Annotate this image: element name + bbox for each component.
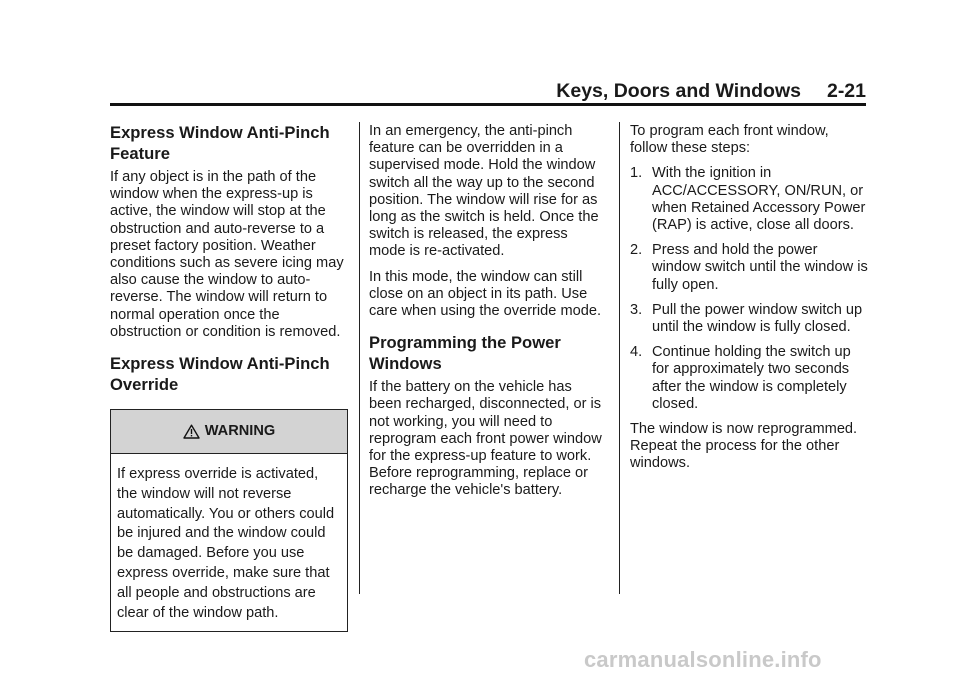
paragraph-program-outro: The window is now reprogrammed. Repeat the process for the other windows. [630, 421, 858, 472]
list-item: 2. Press and hold the power window switch until the window is fully open. [630, 242, 868, 293]
watermark-text: carmanualsonline.info [584, 647, 822, 672]
heading-programming-power-windows: Programming the Power Windows [369, 333, 561, 374]
paragraph-program-intro: To program each front window, follow these steps: [630, 123, 829, 157]
warning-body: If express override is activated, the window will not reverse automatically. You or others could be injured and the window could be damaged. Before you use express override, make sure that all people and obstructions are clear of the window path. [117, 466, 335, 621]
page-number: 2-21 [826, 80, 866, 102]
warning-box [110, 409, 348, 632]
paragraph-anti-pinch: If any object is in the path of the window when the express-up is active, the window will stop at the obstruction and auto-reverse to a preset factory position. Weather conditions such as severe icing may also cause the window to auto-reverse. The window will return to normal operation once the obstruction or condition is removed. [110, 169, 344, 340]
paragraph-override-mode-caution: In this mode, the window can still close on an object in its path. Use care when using the override mode. [369, 268, 602, 320]
page-header [110, 80, 866, 102]
column-divider-2 [619, 122, 620, 594]
warning-triangle-icon [183, 424, 200, 439]
warning-title: WARNING [204, 422, 276, 439]
paragraph-battery-reprogram: If the battery on the vehicle has been recharged, disconnected, or is not working, you will need to reprogram each front power window for the express-up feature to work. Before reprogramming, replace or recharge the vehicle's battery. [369, 379, 602, 499]
list-item: 1. With the ignition in ACC/ACCESSORY, ON/RUN, or when Retained Accessory Power (RAP) is active, close all doors. [630, 165, 866, 234]
warning-header [111, 410, 347, 454]
heading-anti-pinch-override: Express Window Anti-Pinch Override [110, 354, 330, 395]
column-2 [369, 123, 607, 508]
list-item: 3. Pull the power window switch up until the window is fully closed. [630, 301, 863, 336]
column-3 [630, 123, 868, 481]
paragraph-emergency-override: In an emergency, the anti-pinch feature can be overridden in a supervised mode. Hold the window switch all the way up to the second position. The window will rise for as long as the switch is held. Once the switch is released, the express mode is re-activated. [369, 123, 599, 260]
section-title: Keys, Doors and Windows [556, 80, 801, 102]
list-item: 4. Continue holding the switch up for approximately two seconds after the window is completely closed. [630, 344, 851, 412]
programming-steps-list [630, 165, 868, 413]
heading-anti-pinch-feature: Express Window Anti-Pinch Feature [110, 123, 330, 163]
header-rule [110, 103, 866, 106]
column-divider-1 [359, 122, 360, 594]
column-1 [110, 122, 348, 632]
